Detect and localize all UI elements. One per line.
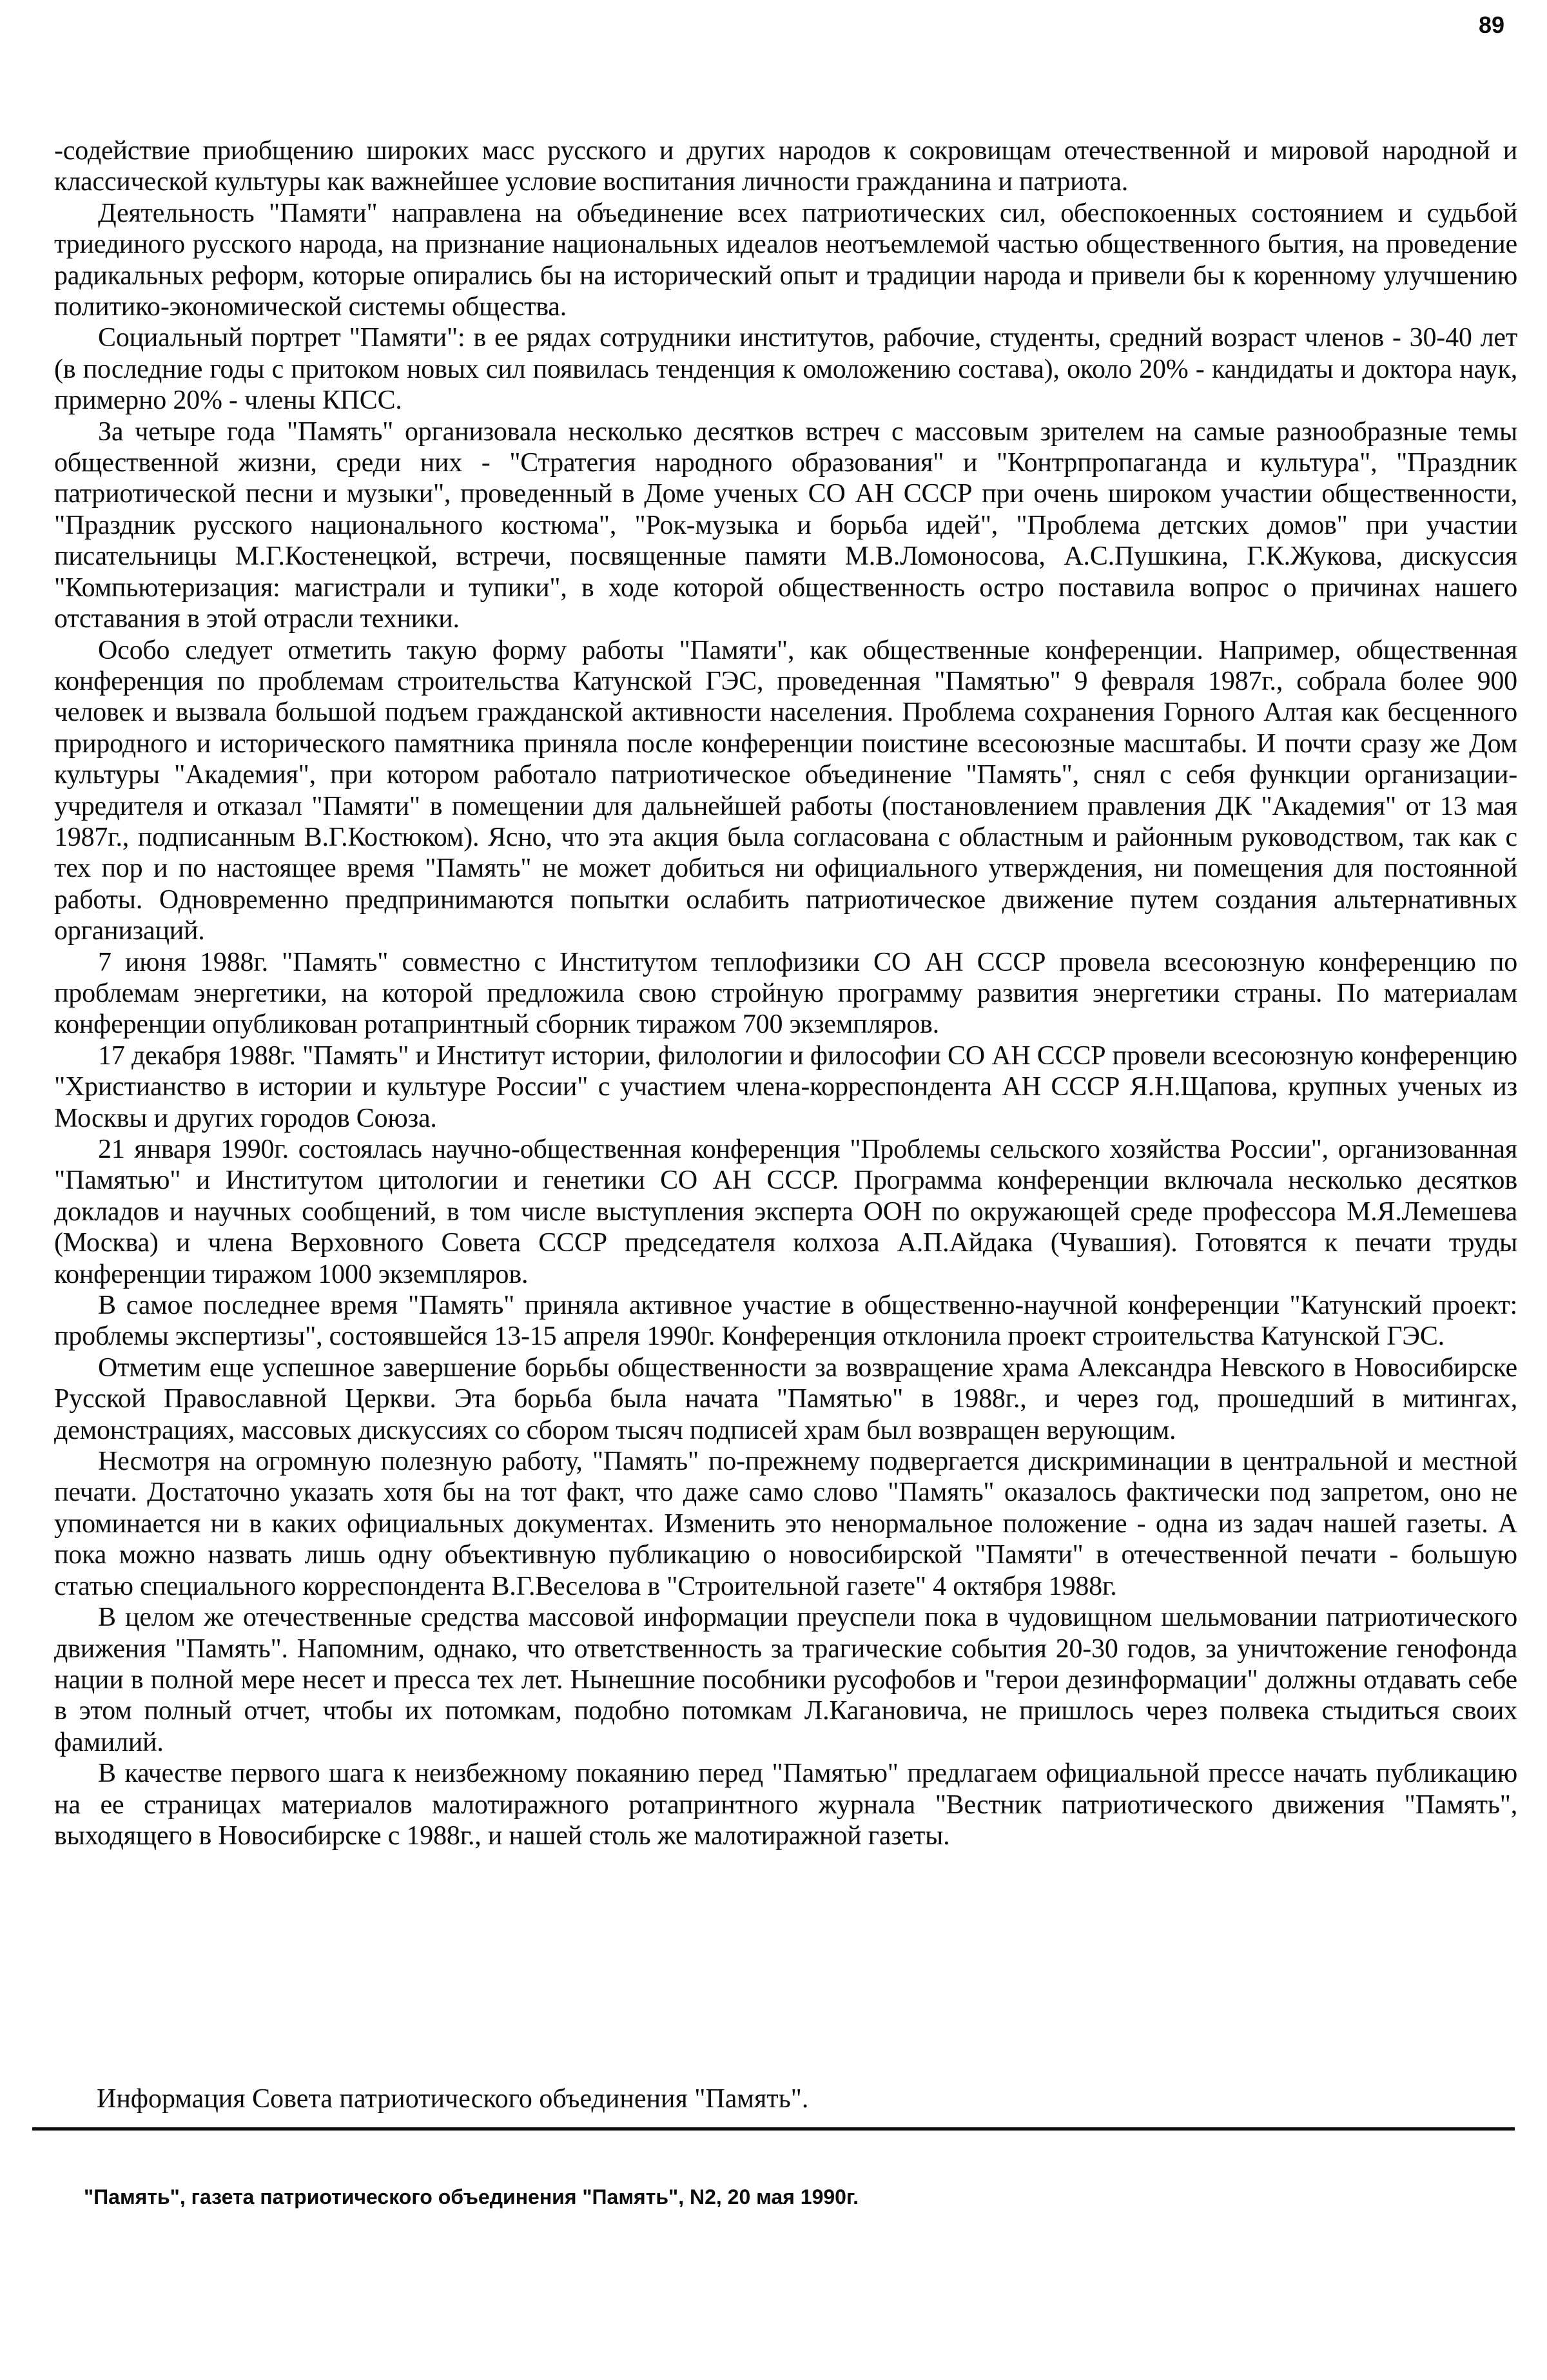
page-number: 89 — [1478, 12, 1504, 38]
paragraph-2: Деятельность "Памяти" направлена на объединение всех патриотических сил, обеспокоенных состоянием и судьбой триединого русского народа, на признание национальных идеалов неотъемлемой частью общественного бытия, на проведение радикальных реформ, которые опирались бы на исторический опыт и традиции народа и привели бы к коренному улучшению политико-экономической системы общества. — [54, 198, 1517, 322]
horizontal-divider — [32, 2127, 1515, 2131]
paragraph-7: 17 декабря 1988г. "Память" и Институт истории, филологии и философии СО АН СССР провели всесоюзную конференцию "Христианство в истории и культуре России" с участием члена-корреспондента АН СССР Я.Н.Щапова, крупных ученых из Москвы и других городов Союза. — [54, 1040, 1517, 1133]
paragraph-8: 21 января 1990г. состоялась научно-общественная конференция "Проблемы сельского хозяйства России", организованная "Памятью" и Институтом цитологии и генетики СО АН СССР. Программа конференции включала несколько десятков докладов и научных сообщений, в том числе выступления эксперта ООН по окружающей среде профессора М.Я.Лемешева (Москва) и члена Верховного Совета СССР председателя колхоза А.П.Айдака (Чувашия). Готовятся к печати труды конференции тиражом 1000 экземпляров. — [54, 1135, 1517, 1289]
paragraph-4: За четыре года "Память" организовала несколько десятков встреч с массовым зрителем на самые разнообразные темы общественной жизни, среди них - "Стратегия народного образования" и "Контрпропаганда и культура", "Праздник патриотической песни и музыки", проведенный в Доме ученых СО АН СССР при очень широком участии общественности, "Праздник русского национального костюма", "Рок-музыка и борьба идей", "Проблема детских домов" при участии писательницы М.Г.Костенецкой, встречи, посвященные памяти М.В.Ломоносова, А.С.Пушкина, Г.К.Жукова, дискуссия "Компьютеризация: магистрали и тупики", в ходе которой общественность остро поставила вопрос о причинах нашего отставания в этой отрасли техники. — [54, 416, 1517, 634]
paragraph-5: Особо следует отметить такую форму работы "Памяти", как общественные конференции. Например, общественная конференция по проблемам строительства Катунской ГЭС, проведенная "Памятью" 9 февраля 1987г., собрала более 900 человек и вызвала большой подъем гражданской активности населения. Проблема сохранения Горного Алтая как бесценного природного и исторического памятника приняла после конференции поистине всесоюзные масштабы. И почти сразу же Дом культуры "Академия", при котором работало патриотическое объединение "Память", снял с себя функции организации-учредителя и отказал "Памяти" в помещении для дальнейшей работы (постановлением правления ДК "Академия" от 13 мая 1987г., подписанным В.Г.Костюком). Ясно, что эта акция была согласована с областным и районным руководством, так как с тех пор и по настоящее время "Память" не может добиться ни официального утверждения, ни помещения для постоянной работы. Одновременно предпринимаются попытки ослабить патриотическое движение путем создания альтернативных организаций. — [54, 635, 1517, 946]
source-citation: "Память", газета патриотического объединения "Память", N2, 20 мая 1990г. — [84, 2185, 859, 2209]
paragraph-11: Несмотря на огромную полезную работу, "Память" по-прежнему подвергается дискриминации в центральной и местной печати. Достаточно указать хотя бы на тот факт, что даже само слово "Память" оказалось фактически под запретом, оно не упоминается ни в каких официальных документах. Изменить это ненормальное положение - одна из задач нашей газеты. А пока можно назвать лишь одну объективную публикацию о новосибирской "Памяти" в отечественной печати - большую статью специального корреспондента В.Г.Веселова в "Строительной газете" 4 октября 1988г. — [54, 1447, 1517, 1601]
paragraph-12: В целом же отечественные средства массовой информации преуспели пока в чудовищном шельмовании патриотического движения "Память". Напомним, однако, что ответственность за трагические события 20-30 годов, за уничтожение генофонда нации в полной мере несет и пресса тех лет. Нынешние пособники русофобов и "герои дезинформации" должны отдавать себе в этом полный отчет, чтобы их потомкам, подобно потомкам Л.Кагановича, не пришлось через полвека стыдиться своих фамилий. — [54, 1603, 1517, 1757]
paragraph-1: -содействие приобщению широких масс русского и других народов к сокровищам отечественной и мировой народной и классической культуры как важнейшее условие воспитания личности гражданина и патриота. — [54, 136, 1517, 197]
paragraph-9: В самое последнее время "Память" приняла активное участие в общественно-научной конференции "Катунский проект: проблемы экспертизы", состоявшейся 13-15 апреля 1990г. Конференция отклонила проект строительства Катунской ГЭС. — [54, 1291, 1517, 1352]
paragraph-3: Социальный портрет "Памяти": в ее рядах сотрудники институтов, рабочие, студенты, средний возраст членов - 30-40 лет (в последние годы с притоком новых сил появилась тенденция к омоложению состава), около 20% - кандидаты и доктора наук, примерно 20% - члены КПСС. — [54, 323, 1517, 416]
paragraph-10: Отметим еще успешное завершение борьбы общественности за возвращение храма Александра Невского в Новосибирске Русской Православной Церкви. Эта борьба была начата "Памятью" в 1988г., и через год, прошедший в митингах, демонстрациях, массовых дискуссиях со сбором тысяч подписей храм был возвращен верующим. — [54, 1352, 1517, 1445]
article-body — [54, 135, 1517, 1851]
signature-line: Информация Совета патриотического объединения "Память". — [97, 2084, 809, 2114]
paragraph-13: В качестве первого шага к неизбежному покаянию перед "Памятью" предлагаем официальной прессе начать публикацию на ее страницах материалов малотиражного ротапринтного журнала "Вестник патриотического движения "Память", выходящего в Новосибирске с 1988г., и нашей столь же малотиражной газеты. — [54, 1759, 1517, 1851]
paragraph-6: 7 июня 1988г. "Память" совместно с Институтом теплофизики СО АН СССР провела всесоюзную конференцию по проблемам энергетики, на которой предложила свою стройную программу развития энергетики страны. По материалам конференции опубликован ротапринтный сборник тиражом 700 экземпляров. — [54, 947, 1517, 1040]
